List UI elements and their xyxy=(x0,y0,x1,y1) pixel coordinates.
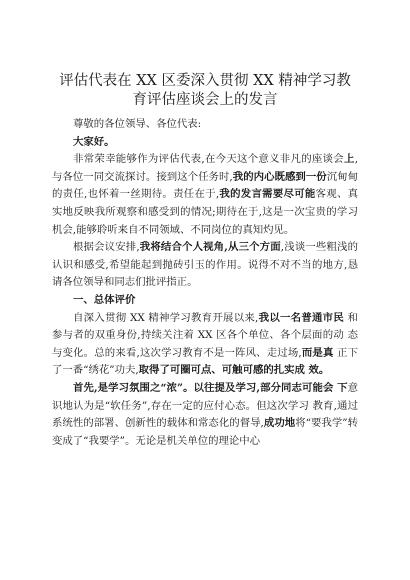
text-run: 我的发言需要尽可能 xyxy=(219,188,316,201)
text-run: 客观、真实地反映我所观察和感受到的情况;期待在于,这是一次宝贵的学习机会,能够聆听来自不同领域、不同岗位的真知灼见。 xyxy=(52,188,359,236)
text-run: 成功地 xyxy=(263,417,296,430)
text-run: 意识地认为是“软任务”,存在一定的应付心态。但这次学习 教育,通过系统性的部署、创新性的载体和常态化的督导, xyxy=(52,381,358,430)
text-run: 和参与者的双重身份,持续关注着 XX 区各个单位、各个层面的动 态与变化。总的来看,这次学习教育不是一阵风、走过场, xyxy=(52,311,359,359)
text-run: 首先,是学习氛围之“浓”。以往提及学习,部分同志可能会 下 xyxy=(73,381,348,394)
text-run: 而是真 xyxy=(301,346,334,359)
text-run: 我以一名普通市民 xyxy=(258,311,345,324)
text-run: 非常荣幸能够作为评估代表,在今天这个意义非凡的座谈会 xyxy=(73,153,344,166)
salutation: 尊敬的各位领导、各位代表: xyxy=(73,118,202,130)
paragraph-2 xyxy=(52,239,358,292)
text-run: 我将结合个人视角,从三个方面 xyxy=(139,241,281,254)
greeting: 大家好。 xyxy=(73,135,115,148)
text-run: 沉甸甸的责任,也怀着一丝期待。责任在于, xyxy=(52,170,358,201)
paragraph-4 xyxy=(52,380,358,450)
paragraph-3 xyxy=(52,310,358,380)
text-run: 取得了可圈可点、可触可感的扎实成 效。 xyxy=(138,364,330,377)
document-title: 评估代表在 XX 区委深入贯彻 XX 精神学习教育评估座谈会上的发言 xyxy=(59,73,351,108)
text-run: 正下了一番“绣花”功夫, xyxy=(52,346,358,377)
text-run: 自深入贯彻 XX 精神学习教育开展以来, xyxy=(73,311,259,324)
paragraph-1 xyxy=(52,151,358,239)
section-heading-1: 一、总体评价 xyxy=(73,293,136,306)
text-run: ,浅谈一些粗浅的认识和感受,希望能起到抛砖引玉的作用。说得不对不当的地方,恳请各位领导和同志们批评指正。 xyxy=(52,241,358,289)
text-run: 上 xyxy=(343,153,355,166)
text-run: 根据会议安排, xyxy=(73,241,140,254)
text-run: ,与各位一同交流探讨。接到这个任务时, xyxy=(52,153,358,183)
text-run: 我的内心既感到一份 xyxy=(232,170,327,183)
text-run: 将“要我学”转变成了“我要学”。无论是机关单位的理论中心 xyxy=(52,417,359,447)
document-page xyxy=(52,72,358,450)
